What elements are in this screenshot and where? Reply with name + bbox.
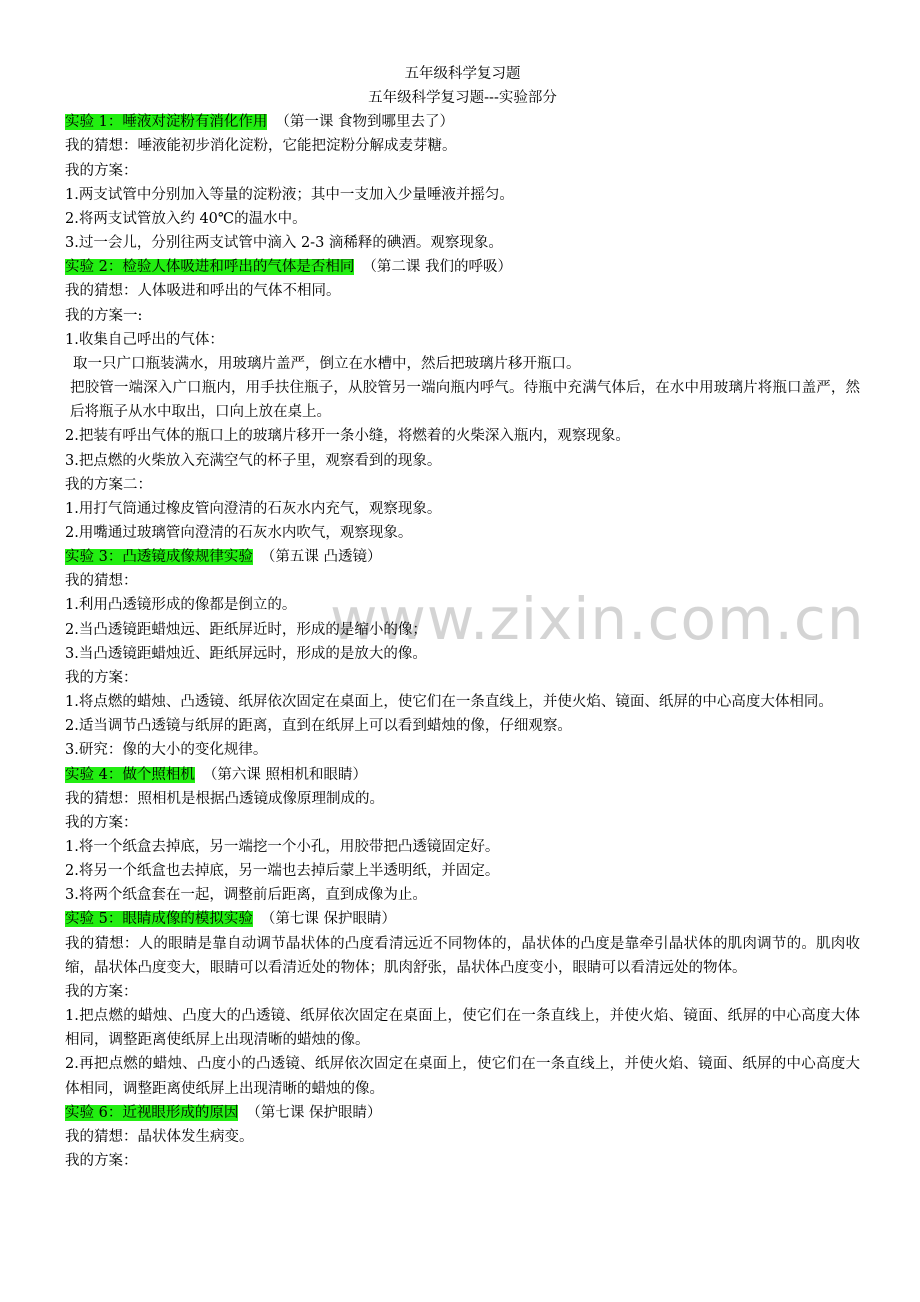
experiment-3-guess: 2.当凸透镜距蜡烛远、距纸屏近时，形成的是缩小的像； <box>65 621 427 638</box>
experiment-3-step: 1.将点燃的蜡烛、凸透镜、纸屏依次固定在桌面上，使它们在一条直线上，并使火焰、镜面、纸屏的中心高度大体相同。 <box>65 694 833 711</box>
experiment-3-heading: 实验 3：凸透镜成像规律实验 <box>65 549 253 566</box>
experiment-3-step: 2.适当调节凸透镜与纸屏的距离，直到在纸屏上可以看到蜡烛的像，仔细观察。 <box>65 718 572 735</box>
experiment-2-plan1-step: 3.把点燃的火柴放入充满空气的杯子里，观察看到的现象。 <box>65 452 442 469</box>
experiment-5-step: 2.再把点燃的蜡烛、凸度小的凸透镜、纸屏依次固定在桌面上，使它们在一条直线上，并使火焰、镜面、纸屏的中心高度大体相同，调整距离使纸屏上出现清晰的蜡烛的像。 <box>65 1056 860 1097</box>
experiment-4-step: 3.将两个纸盒套在一起，调整前后距离，直到成像为止。 <box>65 887 427 904</box>
experiment-2-plan1-step: 把胶管一端深入广口瓶内，用手扶住瓶子，从胶管另一端向瓶内呼气。待瓶中充满气体后，在水中用玻璃片将瓶口盖严，然后将瓶子从水中取出，口向上放在桌上。 <box>70 380 860 421</box>
experiment-1-guess: 我的猜想：唾液能初步消化淀粉，它能把淀粉分解成麦芽糖。 <box>65 138 457 155</box>
experiment-5-step: 1.把点燃的蜡烛、凸度大的凸透镜、纸屏依次固定在桌面上，使它们在一条直线上，并使火焰、镜面、纸屏的中心高度大体相同，调整距离使纸屏上出现清晰的蜡烛的像。 <box>65 1008 860 1049</box>
experiment-1-step: 3.过一会儿，分别往两支试管中滴入 2-3 滴稀释的碘酒。观察现象。 <box>65 235 503 252</box>
experiment-5-guess: 我的猜想：人的眼睛是靠自动调节晶状体的凸度看清远近不同物体的，晶状体的凸度是靠牵引晶状体的肌肉调节的。肌肉收缩，晶状体凸度变大，眼睛可以看清近处的物体；肌肉舒张，晶状体凸度变小，眼睛可以看清远处的物体。 <box>65 935 860 976</box>
experiment-3-plan-label: 我的方案： <box>65 669 138 686</box>
experiment-5-plan-label: 我的方案： <box>65 983 138 1000</box>
experiment-6-header <box>65 1101 860 1125</box>
experiment-5-heading: 实验 5：眼睛成像的模拟实验 <box>65 911 253 928</box>
experiment-4-course: （第六课 照相机和眼睛） <box>202 766 367 783</box>
experiment-6-course: （第七课 保护眼睛） <box>246 1104 382 1121</box>
experiment-3-step: 3.研究：像的大小的变化规律。 <box>65 742 268 759</box>
watermark-text: www.zixin.com.cn <box>330 585 865 653</box>
experiment-3-guess: 1.利用凸透镜形成的像都是倒立的。 <box>65 597 297 614</box>
experiment-4-guess: 我的猜想：照相机是根据凸透镜成像原理制成的。 <box>65 790 384 807</box>
experiment-3-header <box>65 545 860 569</box>
experiment-2-heading: 实验 2：检验人体吸进和呼出的气体是否相同 <box>65 259 355 276</box>
experiment-1-heading: 实验 1：唾液对淀粉有消化作用 <box>65 114 268 131</box>
experiment-6-guess: 我的猜想：晶状体发生病变。 <box>65 1128 254 1145</box>
experiment-2-course: （第二课 我们的呼吸） <box>362 259 512 276</box>
experiment-4-heading: 实验 4：做个照相机 <box>65 766 195 783</box>
experiment-1-step: 2.将两支试管放入约 40℃的温水中。 <box>65 210 307 227</box>
experiment-3-guess: 3.当凸透镜距蜡烛近、距纸屏远时，形成的是放大的像。 <box>65 645 427 662</box>
experiment-2-plan1-label: 我的方案一: <box>65 307 143 324</box>
experiment-1-course: （第一课 食物到哪里去了） <box>275 114 454 131</box>
experiment-4-plan-label: 我的方案： <box>65 814 138 831</box>
experiment-1-plan-label: 我的方案： <box>65 162 138 179</box>
experiment-1-step: 1.两支试管中分别加入等量的淀粉液；其中一支加入少量唾液并摇匀。 <box>65 186 514 203</box>
experiment-2-plan2-step: 1.用打气筒通过橡皮管向澄清的石灰水内充气，观察现象。 <box>65 500 442 517</box>
document-title: 五年级科学复习题 <box>404 66 521 82</box>
experiment-5-header <box>65 907 860 931</box>
experiment-3-course: （第五课 凸透镜） <box>260 549 382 566</box>
experiment-2-plan2-step: 2.用嘴通过玻璃管向澄清的石灰水内吹气，观察现象。 <box>65 524 413 541</box>
experiment-2-guess: 我的猜想：人体吸进和呼出的气体不相同。 <box>65 283 341 300</box>
experiment-6-plan-label: 我的方案： <box>65 1153 138 1170</box>
experiment-2-header <box>65 255 860 279</box>
experiment-3-guess-label: 我的猜想： <box>65 573 138 590</box>
document-subtitle: 五年级科学复习题---实验部分 <box>368 90 557 107</box>
experiment-2-plan1-step: 取一只广口瓶装满水，用玻璃片盖严，倒立在水槽中，然后把玻璃片移开瓶口。 <box>73 355 581 372</box>
experiment-4-step: 1.将一个纸盒去掉底，另一端挖一个小孔，用胶带把凸透镜固定好。 <box>65 839 500 855</box>
experiment-5-course: （第七课 保护眼睛） <box>260 911 396 928</box>
experiment-4-header <box>65 763 860 787</box>
experiment-2-plan2-label: 我的方案二： <box>65 476 152 493</box>
experiment-2-plan1-step: 2.把装有呼出气体的瓶口上的玻璃片移开一条小缝，将燃着的火柴深入瓶内，观察现象。 <box>65 428 630 445</box>
experiment-1-header <box>65 110 860 134</box>
document-page <box>65 62 860 1173</box>
experiment-6-heading: 实验 6：近视眼形成的原因 <box>65 1104 239 1121</box>
experiment-4-step: 2.将另一个纸盒也去掉底，另一端也去掉后蒙上半透明纸，并固定。 <box>65 863 500 880</box>
experiment-2-plan1-step: 1.收集自己呼出的气体： <box>65 331 224 348</box>
